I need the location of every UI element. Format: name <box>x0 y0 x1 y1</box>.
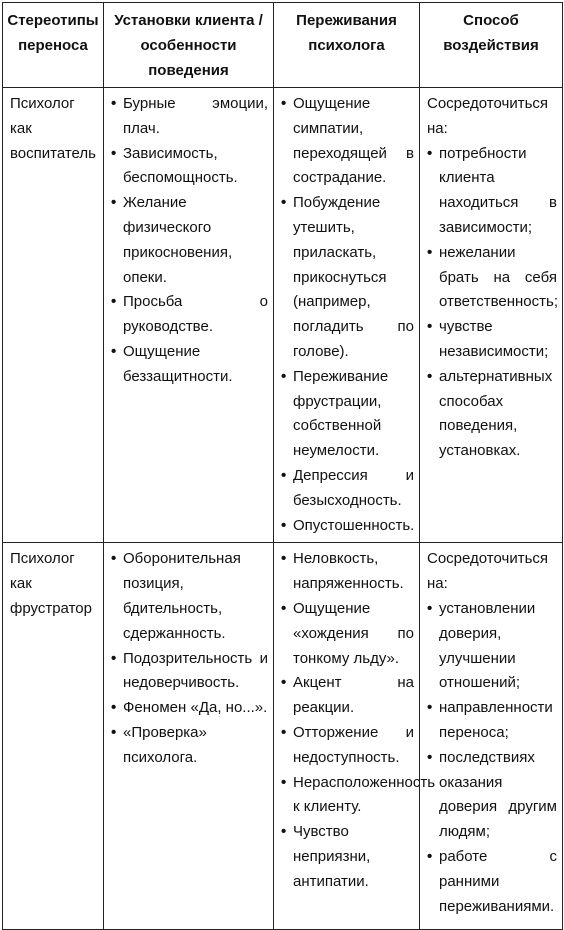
list-item: • Нерасположенность к клиенту. <box>281 771 414 821</box>
list-item: • установлении доверия, улучшении отношений; <box>427 597 557 696</box>
list-item: • Депрессия и безысходность. <box>281 464 414 514</box>
list-item: • Зависимость, беспомощность. <box>111 142 268 192</box>
method-lead: Сосредоточиться на: <box>427 95 549 137</box>
stereotype-cell: Психолог как воспитатель <box>3 88 104 543</box>
method-cell <box>420 88 563 543</box>
client-list <box>111 547 268 770</box>
list-item: • «Проверка» психолога. <box>111 721 268 771</box>
header-stereotypes: Стереотипы переноса <box>3 3 104 88</box>
list-item: • Желание физического прикосновения, опеки. <box>111 191 268 290</box>
list-item: • потребности клиента находиться в зависимости; <box>427 142 557 241</box>
list-item: • Неловкость, напряженность. <box>281 547 414 597</box>
list-item: • работе с ранними переживаниями. <box>427 845 557 919</box>
header-intervention-method: Способ воздействия <box>420 3 563 88</box>
header-row <box>3 3 563 88</box>
table-row <box>3 543 563 930</box>
transference-table <box>2 2 563 930</box>
list-item: • Чувство неприязни, антипатии. <box>281 820 414 894</box>
list-item: • Феномен «Да, но...». <box>111 696 268 721</box>
method-lead: Сосредоточиться на: <box>427 550 549 593</box>
psychologist-list <box>281 92 414 538</box>
client-list <box>111 92 268 390</box>
list-item: • Ощущение беззащитности. <box>111 340 268 390</box>
header-client-attitudes: Установки клиента / особенности поведения <box>104 3 274 88</box>
list-item: • Акцент на реакции. <box>281 671 414 721</box>
client-cell <box>104 543 274 930</box>
list-item: • направленности переноса; <box>427 696 557 746</box>
list-item: • альтернативных способах поведения, установках. <box>427 365 557 464</box>
list-item: • нежелании брать на себя ответственность; <box>427 241 557 315</box>
table-row <box>3 88 563 543</box>
stereotype-cell: Психолог как фрустратор <box>3 543 104 930</box>
list-item: • последствиях оказания доверия другим людям; <box>427 746 557 845</box>
list-item: • Ощущение «хождения по тонкому льду». <box>281 597 414 671</box>
client-cell <box>104 88 274 543</box>
psychologist-cell <box>274 543 436 930</box>
list-item: • Просьба о руководстве. <box>111 290 268 340</box>
list-item: • Ощущение симпатии, переходящей в сострадание. <box>281 92 414 191</box>
psychologist-cell <box>274 88 420 543</box>
list-item: • Подозрительность и недоверчивость. <box>111 647 268 697</box>
method-list <box>427 142 557 464</box>
list-item: • Бурные эмоции, плач. <box>111 92 268 142</box>
list-item: • чувстве независимости; <box>427 315 557 365</box>
method-cell <box>420 543 563 930</box>
list-item: • Опустошенность. <box>281 514 414 539</box>
psychologist-list <box>281 547 436 894</box>
list-item: • Побуждение утешить, приласкать, прикоснуться (например, погладить по голове). <box>281 191 414 365</box>
list-item: • Отторжение и недоступность. <box>281 721 414 771</box>
header-psychologist-feelings: Переживания психолога <box>274 3 420 88</box>
list-item: • Оборонительная позиция, бдительность, сдержанность. <box>111 547 268 646</box>
method-list <box>427 597 557 919</box>
list-item: • Переживание фрустрации, собственной неумелости. <box>281 365 414 464</box>
